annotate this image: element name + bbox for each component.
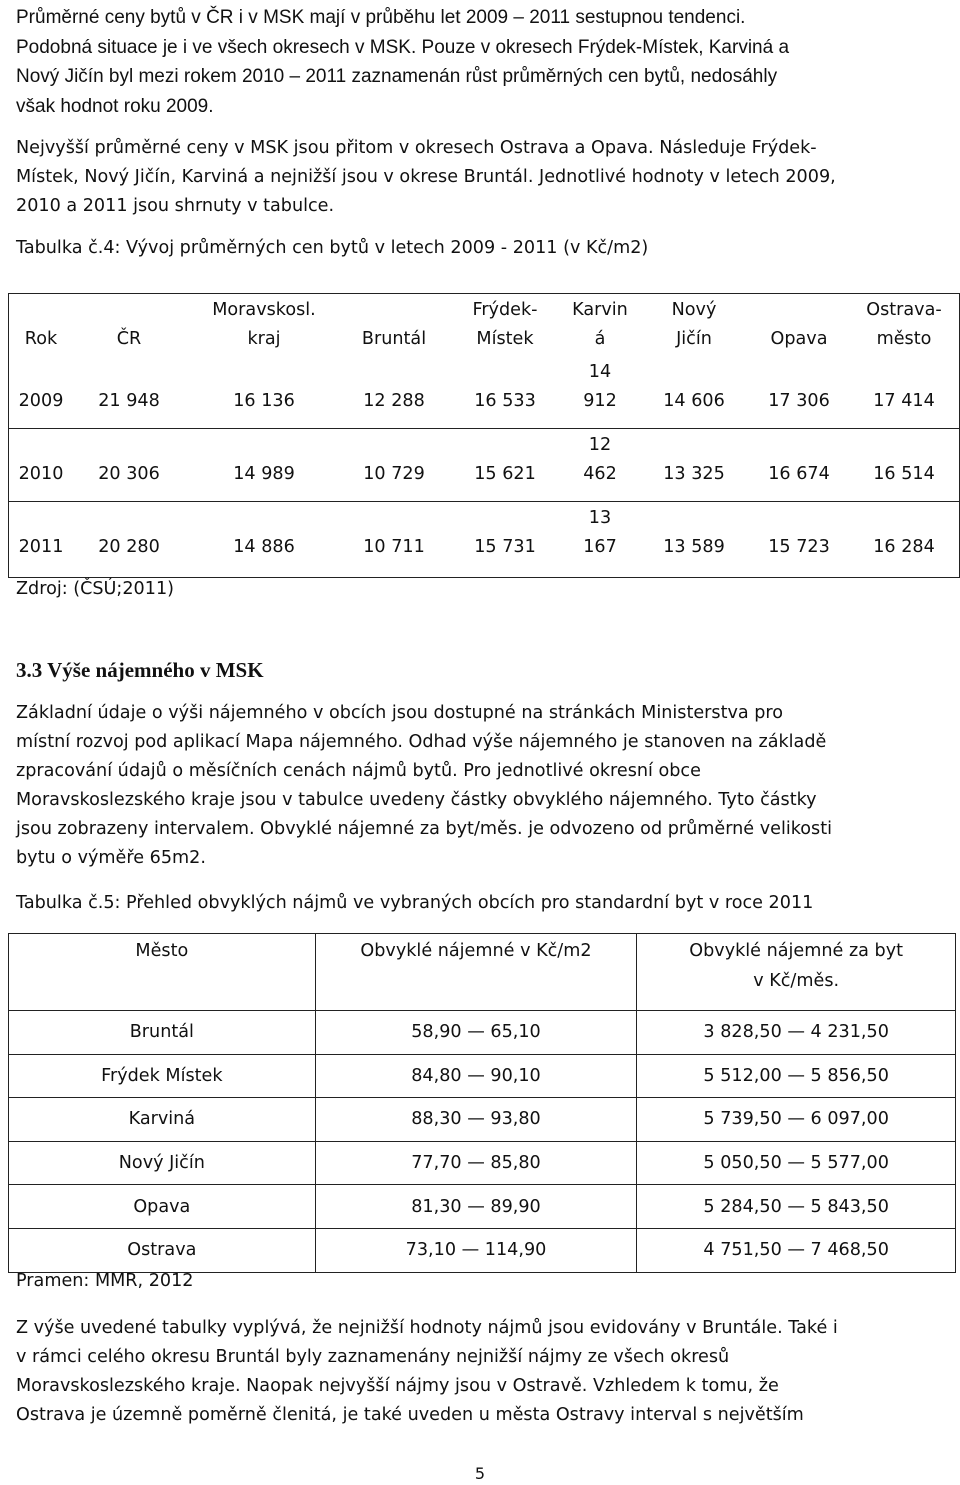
page-number: 5 bbox=[474, 1464, 486, 1483]
table-cell: 5 512,00 — 5 856,50 bbox=[637, 1054, 956, 1098]
section-heading: 3.3 Výše nájemného v MSK bbox=[16, 658, 264, 682]
table-cell: 81,30 — 89,90 bbox=[315, 1185, 637, 1229]
table-cell: Bruntál bbox=[9, 1011, 316, 1055]
column-header-opava: Opava bbox=[770, 329, 828, 349]
table-cell: 15 731 bbox=[474, 537, 536, 557]
table-row bbox=[9, 1098, 956, 1142]
table-cell: 13 167 bbox=[583, 508, 617, 557]
table-cell: 5 284,50 — 5 843,50 bbox=[637, 1185, 956, 1229]
table-cell: 5 739,50 — 6 097,00 bbox=[637, 1098, 956, 1142]
table-cell: 14 912 bbox=[583, 362, 617, 411]
text-line: Nový Jičín byl mezi rokem 2010 – 2011 zaznamenán růst průměrných cen bytů, nedosáhly bbox=[16, 66, 778, 87]
column-header-cr: ČR bbox=[116, 329, 142, 349]
table-cell: 16 284 bbox=[873, 537, 935, 557]
column-header-ostrava: Ostrava- město bbox=[866, 300, 942, 349]
conclusion-paragraph bbox=[16, 1314, 946, 1430]
table-cell: Frýdek Místek bbox=[9, 1054, 316, 1098]
text-line: Základní údaje o výši nájemného v obcích jsou dostupné na stránkách Ministerstva pro bbox=[16, 703, 784, 723]
text-line: Podobná situace je i ve všech okresech v MSK. Pouze v okresech Frýdek-Místek, Karviná a bbox=[16, 36, 790, 58]
table-cell: 14 989 bbox=[233, 464, 295, 484]
table-cell: 77,70 — 85,80 bbox=[315, 1141, 637, 1185]
text-line: však hodnot roku 2009. bbox=[16, 95, 214, 117]
column-header-rent-per-m2: Obvyklé nájemné v Kč/m2 bbox=[315, 934, 637, 1011]
table-cell: 73,10 — 114,90 bbox=[315, 1228, 637, 1272]
table-cell: 3 828,50 — 4 231,50 bbox=[637, 1011, 956, 1055]
table-cell: Karviná bbox=[9, 1098, 316, 1142]
text-line: 2010 a 2011 jsou shrnuty v tabulce. bbox=[16, 196, 335, 216]
table-cell: 16 136 bbox=[233, 391, 295, 411]
text-line: Ostrava je územně poměrně členitá, je také uveden u města Ostravy interval s největším bbox=[16, 1405, 804, 1425]
text-line: jsou zobrazeny intervalem. Obvyklé nájemné za byt/měs. je odvozeno od průměrné velikosti bbox=[16, 819, 832, 839]
highest-prices-paragraph bbox=[16, 134, 946, 221]
column-header-bruntal: Bruntál bbox=[361, 329, 427, 349]
table-cell: 84,80 — 90,10 bbox=[315, 1054, 637, 1098]
table-cell: 13 589 bbox=[663, 537, 725, 557]
column-header-frydek-mistek: Frýdek- Místek bbox=[472, 300, 538, 349]
table-row-divider bbox=[9, 428, 959, 429]
column-header-rent-per-flat: Obvyklé nájemné za byt v Kč/měs. bbox=[637, 934, 956, 1011]
table-cell: 16 533 bbox=[474, 391, 536, 411]
text-line: v rámci celého okresu Bruntál byly zaznamenány nejnižší nájmy ze všech okresů bbox=[16, 1347, 730, 1367]
table-cell: 15 621 bbox=[474, 464, 536, 484]
table-cell: 10 729 bbox=[363, 464, 425, 484]
table-cell: 58,90 — 65,10 bbox=[315, 1011, 637, 1055]
table-row bbox=[9, 1185, 956, 1229]
table-header-row bbox=[9, 934, 956, 1011]
table-cell: Opava bbox=[9, 1185, 316, 1229]
table-cell: 4 751,50 — 7 468,50 bbox=[637, 1228, 956, 1272]
text-line: Moravskoslezského kraje. Naopak nejvyšší nájmy jsou v Ostravě. Vzhledem k tomu, že bbox=[16, 1376, 779, 1396]
table-cell: 14 606 bbox=[663, 391, 725, 411]
table-cell: 15 723 bbox=[768, 537, 830, 557]
table-cell: 12 462 bbox=[583, 435, 617, 484]
table4-source: Zdroj: (ČSÚ;2011) bbox=[16, 579, 174, 599]
table-cell: Ostrava bbox=[9, 1228, 316, 1272]
table-cell: 88,30 — 93,80 bbox=[315, 1098, 637, 1142]
text-line: místní rozvoj pod aplikací Mapa nájemného. Odhad výše nájemného je stanoven na základě bbox=[16, 732, 827, 752]
table5-source: Pramen: MMR, 2012 bbox=[16, 1271, 194, 1291]
rent-table bbox=[8, 933, 956, 1273]
text-line: Z výše uvedené tabulky vyplývá, že nejnižší hodnoty nájmů jsou evidovány v Bruntále. Také i bbox=[16, 1318, 838, 1338]
table-cell: 14 886 bbox=[233, 537, 295, 557]
text-line: zpracování údajů o měsíčních cenách nájmů bytů. Pro jednotlivé okresní obce bbox=[16, 761, 701, 781]
table-cell: 20 280 bbox=[98, 537, 160, 557]
table-row bbox=[9, 1141, 956, 1185]
column-header-city: Město bbox=[9, 934, 316, 1011]
table-cell: 17 306 bbox=[768, 391, 830, 411]
text-line: Moravskoslezského kraje jsou v tabulce uvedeny částky obvyklého nájemného. Tyto částky bbox=[16, 790, 817, 810]
column-header-novy-jicin: Nový Jičín bbox=[671, 300, 717, 349]
table-row bbox=[9, 1228, 956, 1272]
table-cell: Nový Jičín bbox=[9, 1141, 316, 1185]
intro-paragraph bbox=[16, 3, 946, 121]
table-cell: 5 050,50 — 5 577,00 bbox=[637, 1141, 956, 1185]
table-cell: 16 674 bbox=[768, 464, 830, 484]
table4-caption: Tabulka č.4: Vývoj průměrných cen bytů v letech 2009 - 2011 (v Kč/m2) bbox=[16, 238, 649, 258]
table-row-divider bbox=[9, 501, 959, 502]
table-row bbox=[9, 1054, 956, 1098]
column-header-karvina: Karvin á bbox=[572, 300, 628, 349]
table-cell: 17 414 bbox=[873, 391, 935, 411]
table5-caption: Tabulka č.5: Přehled obvyklých nájmů ve vybraných obcích pro standardní byt v roce 2011 bbox=[16, 893, 814, 913]
text-line: Místek, Nový Jičín, Karviná a nejnižší jsou v okrese Bruntál. Jednotlivé hodnoty v letech 2009, bbox=[16, 167, 836, 187]
table-cell: 2010 bbox=[18, 464, 64, 484]
table-cell: 16 514 bbox=[873, 464, 935, 484]
table-cell: 20 306 bbox=[98, 464, 160, 484]
table-cell: 10 711 bbox=[363, 537, 425, 557]
table-cell: 12 288 bbox=[363, 391, 425, 411]
text-line: Nejvyšší průměrné ceny v MSK jsou přitom v okresech Ostrava a Opava. Následuje Frýdek- bbox=[16, 138, 817, 158]
text-line: bytu o výměře 65m2. bbox=[16, 848, 206, 868]
table-row bbox=[9, 1011, 956, 1055]
table-cell: 13 325 bbox=[663, 464, 725, 484]
price-table bbox=[8, 293, 960, 578]
text-line: Průměrné ceny bytů v ČR i v MSK mají v průběhu let 2009 – 2011 sestupnou tendenci. bbox=[16, 7, 746, 28]
rent-paragraph bbox=[16, 699, 946, 873]
table-cell: 21 948 bbox=[98, 391, 160, 411]
table-cell: 2011 bbox=[18, 537, 64, 557]
column-header-region: Moravskosl. kraj bbox=[212, 300, 316, 349]
column-header-year: Rok bbox=[24, 329, 58, 349]
table-cell: 2009 bbox=[18, 391, 64, 411]
